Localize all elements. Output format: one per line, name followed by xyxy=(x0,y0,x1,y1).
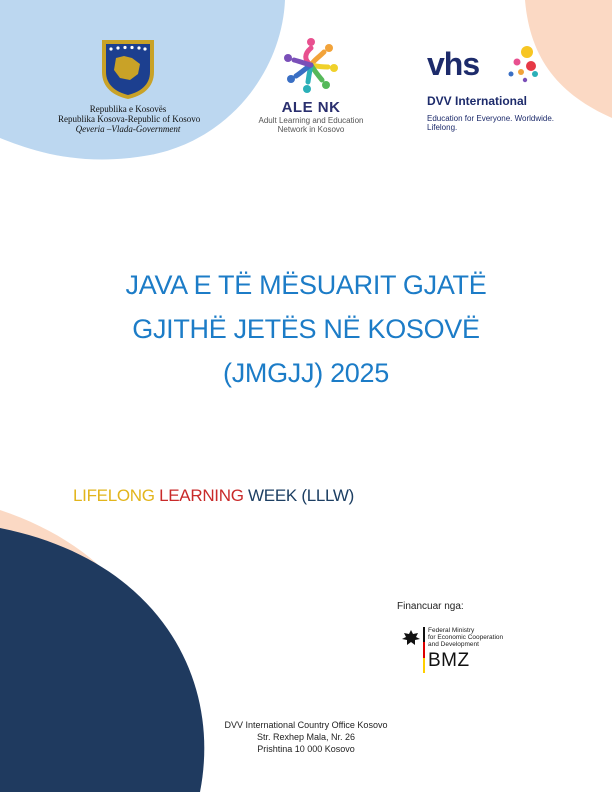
footer-address xyxy=(196,719,416,755)
dvv-dots-icon xyxy=(497,40,547,84)
title-line-3: (JMGJJ) 2025 xyxy=(223,358,389,388)
gov-line-3: Qeveria –Vlada-Government xyxy=(75,124,181,134)
kosovo-government-logo xyxy=(58,36,201,134)
bottom-left-navy-shape xyxy=(0,528,204,792)
document-title xyxy=(60,263,552,395)
gov-line-1: Republika e Kosovës xyxy=(89,104,167,114)
subtitle-week: WEEK (LLLW) xyxy=(248,486,355,505)
bmz-acronym: BMZ xyxy=(428,650,470,671)
dvv-sub-line-1: Education for Everyone. Worldwide. xyxy=(427,114,555,123)
subtitle-learning: LEARNING xyxy=(159,486,249,505)
funded-by-label: Financuar nga: xyxy=(397,601,464,612)
alenk-logo xyxy=(246,34,376,134)
bmz-line-2: for Economic Cooperation xyxy=(428,634,504,641)
german-flag-stripe xyxy=(423,627,425,673)
alenk-sub-line-1: Adult Learning and Education xyxy=(258,116,364,125)
alenk-people-icon xyxy=(280,34,342,96)
footer-line-3: Prishtina 10 000 Kosovo xyxy=(257,744,355,754)
subtitle-lifelong: LIFELONG xyxy=(73,486,160,505)
dvv-name: DVV International xyxy=(427,94,528,108)
gov-line-2: Republika Kosova-Republic of Kosovo xyxy=(58,114,201,124)
footer-line-2: Str. Rexhep Mala, Nr. 26 xyxy=(256,732,356,742)
alenk-sub-line-2: Network in Kosovo xyxy=(277,125,345,134)
kosovo-emblem-icon xyxy=(98,36,158,100)
vhs-wordmark: vhs xyxy=(427,46,480,82)
bmz-line-1: Federal Ministry xyxy=(428,627,475,634)
dvv-sub-line-2: Lifelong. xyxy=(427,123,458,132)
dvv-international-logo xyxy=(427,46,577,132)
bmz-logo xyxy=(398,624,518,674)
german-eagle-icon xyxy=(400,628,422,650)
document-subtitle xyxy=(73,486,354,506)
title-line-1: JAVA E TË MËSUARIT GJATË xyxy=(125,270,487,300)
title-line-2: GJITHË JETËS NË KOSOVË xyxy=(132,314,480,344)
bmz-line-3: and Development xyxy=(428,641,479,648)
footer-line-1: DVV International Country Office Kosovo xyxy=(224,720,388,730)
alenk-name: ALE NK xyxy=(281,99,341,116)
